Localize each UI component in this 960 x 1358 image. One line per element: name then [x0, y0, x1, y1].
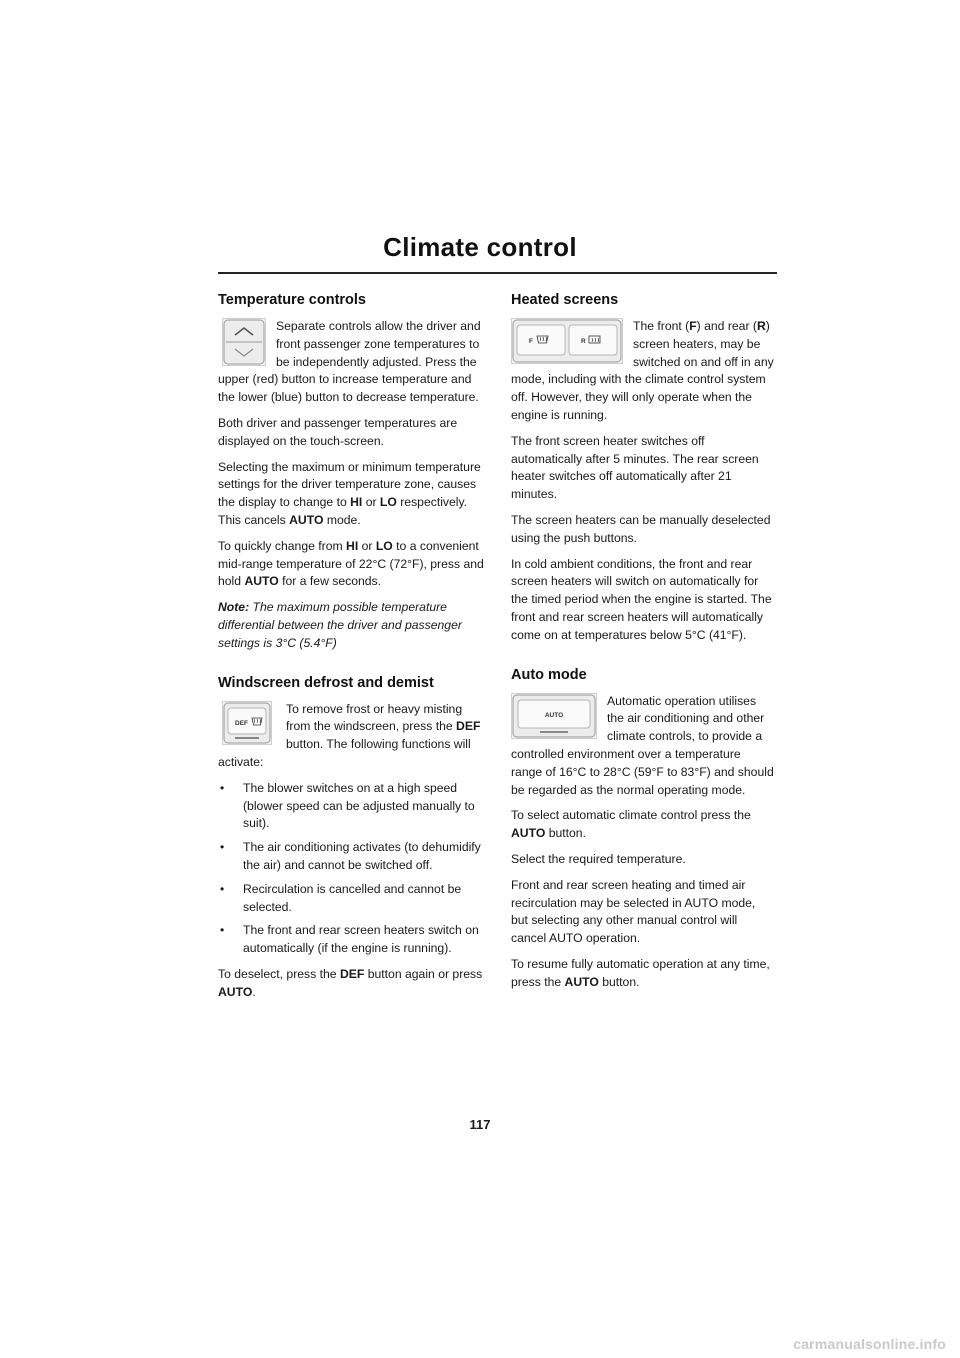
section-temperature-controls — [218, 292, 486, 661]
list-item: • Recirculation is cancelled and cannot be selected. — [218, 881, 486, 917]
heading-windscreen-defrost: Windscreen defrost and demist — [218, 674, 434, 691]
auto-paragraph-5: To resume fully automatic operation at any time, press the AUTO button. — [511, 956, 770, 989]
list-item: • The front and rear screen heaters switch on automatically (if the engine is running). — [218, 922, 486, 958]
heated-screen-buttons-image — [511, 318, 623, 364]
list-item: • The air conditioning activates (to dehumidify the air) and cannot be switched off. — [218, 839, 486, 875]
auto-button-icon — [512, 694, 596, 738]
heated-screen-icon — [512, 319, 622, 363]
heated-paragraph-2: The front screen heater switches off automatically after 5 minutes. The rear screen heater switches off automatically after 21 minutes. — [511, 433, 759, 502]
heading-auto-mode: Auto mode — [511, 666, 587, 683]
page-number: 117 — [469, 1117, 491, 1132]
heated-paragraph-4: In cold ambient conditions, the front and rear screen heaters will switch on automatically for the timed period when the engine is started. The front and rear screen heaters will automatically come on at temperatures below 5°C (41°F). — [511, 556, 772, 642]
list-item: • The blower switches on at a high speed (blower speed can be adjusted manually to suit). — [218, 780, 486, 833]
heated-paragraph-3: The screen heaters can be manually deselected using the push buttons. — [511, 512, 771, 545]
def-button-image — [222, 701, 272, 745]
svg-text:R: R — [581, 338, 586, 345]
auto-paragraph-2: To select automatic climate control press the AUTO button. — [511, 808, 751, 841]
svg-text:DEF: DEF — [235, 719, 248, 727]
defrost-bullet-list — [218, 780, 486, 958]
temp-paragraph-2: Both driver and passenger temperatures are displayed on the touch-screen. — [218, 415, 458, 448]
heading-heated-screens: Heated screens — [511, 292, 619, 308]
temp-paragraph-3: Selecting the maximum or minimum temperature settings for the driver temperature zone, causes the display to change to HI or LO respectively. This cancels AUTO mode. — [218, 459, 481, 527]
defrost-paragraph-1: To remove frost or heavy misting from the windscreen, press the DEF button. The following functions will activate: — [218, 701, 481, 769]
watermark: carmanualsonline.info — [793, 1336, 946, 1352]
page-title: Climate control — [383, 232, 577, 262]
heading-temperature-controls: Temperature controls — [218, 292, 366, 308]
temp-paragraph-1: Separate controls allow the driver and front passenger zone temperatures to be independently adjusted. Press the upper (red) button to increase temperature and the lower (blue) button to decrease temperature. — [218, 319, 481, 405]
svg-text:F: F — [529, 338, 533, 345]
temp-paragraph-4: To quickly change from HI or LO to a convenient mid-range temperature of 22°C (72°F), press and hold AUTO for a few seconds. — [218, 538, 484, 589]
windscreen-defrost-icon — [223, 702, 271, 744]
auto-button-image — [511, 693, 597, 739]
temperature-buttons-image — [222, 318, 266, 366]
defrost-paragraph-2: To deselect, press the DEF button again or press AUTO. — [218, 966, 483, 999]
auto-paragraph-1: Automatic operation utilises the air conditioning and other climate controls, to provide a controlled environment over a temperature range of 16°C to 28°C (59°F to 83°F) and should be regarded as the normal operating mode. — [511, 693, 774, 797]
svg-text:AUTO: AUTO — [544, 711, 564, 719]
auto-paragraph-3: Select the required temperature. — [511, 851, 686, 866]
left-column — [218, 292, 486, 1024]
section-windscreen-defrost — [218, 675, 486, 1010]
right-column — [511, 292, 775, 1014]
section-heated-screens — [511, 292, 775, 653]
auto-paragraph-4: Front and rear screen heating and timed air recirculation may be selected in AUTO mode, but selecting any other manual control will cancel AUTO operation. — [511, 877, 756, 946]
section-auto-mode — [511, 667, 775, 1000]
title-divider — [218, 272, 777, 274]
temperature-up-down-icon — [223, 319, 265, 365]
temp-note: Note: The maximum possible temperature differential between the driver and passenger settings is 3°C (5.4°F) — [218, 600, 462, 650]
heated-paragraph-1: The front (F) and rear (R) screen heaters, may be switched on and off in any mode, including with the climate control system off. However, they will only operate when the engine is running. — [511, 319, 774, 422]
